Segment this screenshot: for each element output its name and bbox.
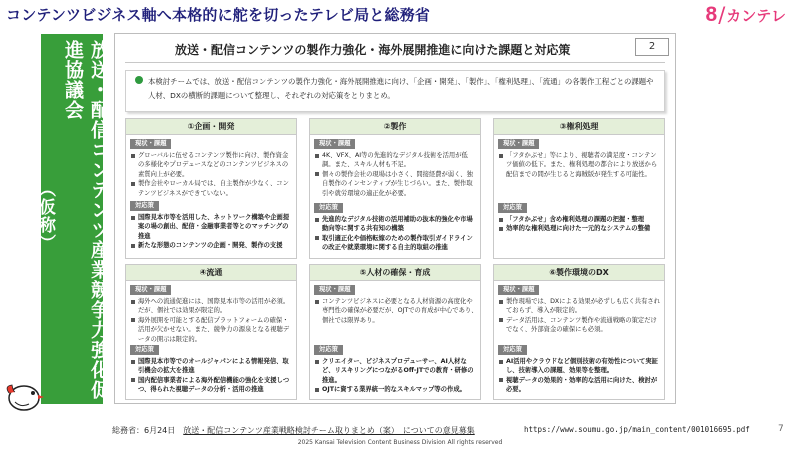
panel-title: ⑥製作環境のDX	[494, 265, 664, 281]
intro-bullet-icon	[135, 76, 143, 84]
list-item: AI活用やクラウドなど個別技術の有効性について実証し、技術導入の課題、効果等を整理。	[498, 357, 662, 376]
page-headline: コンテンツビジネス軸へ本格的に舵を切ったテレビ局と総務省	[6, 6, 431, 24]
measure-list	[498, 215, 662, 234]
list-item: 製作現場では、DXによる効果が必ずしも広く共有されておらず、導入が限定的。	[498, 297, 662, 316]
list-item: 国内配信事業者による海外配信機能の強化を支援しつつ、得られた視聴データの分析・活用の推進	[130, 376, 294, 395]
list-item: 「フタかぶせ」含め権利処理の課題の把握・整理	[498, 215, 662, 224]
side-banner-subtitle: （仮称）	[35, 180, 55, 252]
source-url[interactable]: https://www.soumu.go.jp/main_content/001016695.pdf	[524, 425, 750, 434]
logo-slash: /	[718, 3, 726, 27]
kantele-logo	[706, 3, 786, 27]
panel-rights	[493, 118, 665, 259]
issue-list	[314, 151, 478, 198]
panel-title: ③権利処理	[494, 119, 664, 135]
measure-badge: 対応策	[130, 345, 159, 355]
list-item: 海外展開を可能とする配信プラットフォームの確保・活用が欠かせない。また、競争力の源泉となる視聴データの開示は限定的。	[130, 316, 294, 344]
list-item: 海外への流通促進には、国際見本市等の活用が必須。だが、個社では効果が限定的。	[130, 297, 294, 316]
list-item: 4K、VFX、AI等の先進的なデジタル技術を活用が低調。また、スキル人材も不足。	[314, 151, 478, 170]
logo-number: 8	[705, 3, 718, 26]
issue-list	[498, 297, 662, 335]
slide-title: 放送・配信コンテンツの製作力強化・海外展開推進に向けた課題と対応策	[175, 43, 571, 57]
list-item: 視聴データの効果的・効率的な活用に向けた、検討が必要。	[498, 376, 662, 395]
mascot-bird-icon	[3, 378, 45, 414]
issue-badge: 現状・課題	[498, 285, 539, 295]
panel-distribution	[125, 264, 297, 400]
list-item: 取引適正化や価格転嫁のための製作取引ガイドラインの改正や就業環境に関する自主的取組の推進	[314, 234, 478, 253]
slide-document	[114, 33, 676, 404]
title-divider	[125, 62, 665, 63]
measure-badge: 対応策	[314, 345, 343, 355]
page-number: 7	[778, 424, 784, 434]
issue-list	[130, 297, 294, 344]
list-item: 新たな形態のコンテンツの企画・開発、製作の支援	[130, 241, 294, 250]
list-item: 国際見本市等でのオールジャパンによる情報発信、取引機会の拡大を推進	[130, 357, 294, 376]
issue-list	[498, 151, 662, 179]
panel-title: ⑤人材の確保・育成	[310, 265, 480, 281]
issue-badge: 現状・課題	[130, 285, 171, 295]
panel-dx	[493, 264, 665, 400]
issue-list	[314, 297, 478, 325]
measure-badge: 対応策	[314, 203, 343, 213]
side-banner-title: 放送・配信コンテンツ産業競争力強化促進協議会	[62, 40, 110, 400]
list-item: コンテンツビジネスに必要となる人材資源の高度化や専門性の確保が必要だが、OJTでの育成が中心であり、個社では限界あり。	[314, 297, 478, 325]
measure-list	[130, 213, 294, 251]
issue-badge: 現状・課題	[130, 139, 171, 149]
slide-number: 2	[635, 38, 669, 56]
panel-title: ①企画・開発	[126, 119, 296, 135]
issue-badge: 現状・課題	[314, 139, 355, 149]
list-item: 国際見本市等を活用した、ネットワーク構築や企画提案の場の創出、配信・金融事業者等とのマッチングの推進	[130, 213, 294, 241]
list-item: 効率的な権利処理に向けた一元的なシステムの整備	[498, 224, 662, 233]
source-prefix: 総務省：6月24日	[112, 426, 176, 435]
list-item: 個々の製作会社の現場は小さく、間接経費が弱く、独自製作のインセンティブが生じづらい。また、製作取引や就労環境の適正化が必要。	[314, 170, 478, 198]
list-item: 先進的なデジタル技術の活用補助の抜本的強化や市場動向等に関する共有知の構築	[314, 215, 478, 234]
intro-box	[125, 70, 665, 112]
source-caption	[112, 425, 475, 436]
issue-list	[130, 151, 294, 198]
panel-talent	[309, 264, 481, 400]
measure-list	[130, 357, 294, 395]
panel-title: ④流通	[126, 265, 296, 281]
source-link[interactable]: 放送・配信コンテンツ産業戦略検討チーム取りまとめ（案） についての意見募集	[183, 426, 475, 435]
panel-planning	[125, 118, 297, 259]
measure-badge: 対応策	[498, 345, 527, 355]
list-item: グローバルに伍せるコンテンツ製作に向け、製作資金の多様化やプロデュースなどのコンテンツビジネスの素質向上が必要。	[130, 151, 294, 179]
list-item: 製作会社やローカル局では、自主製作が少なく、コンテンツビジネスができていない。	[130, 179, 294, 198]
measure-badge: 対応策	[498, 203, 527, 213]
issue-badge: 現状・課題	[498, 139, 539, 149]
measure-list	[314, 357, 478, 395]
list-item: OJTに資する業界統一的なスキルマップ等の作成。	[314, 385, 478, 394]
measure-badge: 対応策	[130, 201, 159, 211]
panel-production	[309, 118, 481, 259]
list-item: 「フタかぶせ」等により、視聴者の満足度・コンテンツ価値の低下。また、権利処理の都合により放送から配信までの間が生じると海賊版が発生する可能性。	[498, 151, 662, 179]
list-item: クリエイター、ビジネスプロデューサー、AI人材など、リスキリングにつながるOff-JTでの教育・研修の推進。	[314, 357, 478, 385]
side-banner	[35, 34, 110, 404]
intro-text: 本検討チームでは、放送・配信コンテンツの製作力強化・海外展開推進に向け、「企画・開発」、「製作」、「権利処理」、「流通」の各製作工程ごとの課題や人材、DXの横断的課題について整理し、それぞれの対応策をとりまとめ。	[148, 77, 654, 100]
measure-list	[314, 215, 478, 253]
issue-badge: 現状・課題	[314, 285, 355, 295]
measure-list	[498, 357, 662, 395]
logo-text: カンテレ	[726, 6, 786, 25]
panel-title: ②製作	[310, 119, 480, 135]
copyright-notice: 2025 Kansai Television Content Business Division All rights reserved	[297, 439, 503, 446]
list-item: データ活用は、コンテンツ製作や流通戦略の策定だけでなく、外部資金の確保にも必須。	[498, 316, 662, 335]
